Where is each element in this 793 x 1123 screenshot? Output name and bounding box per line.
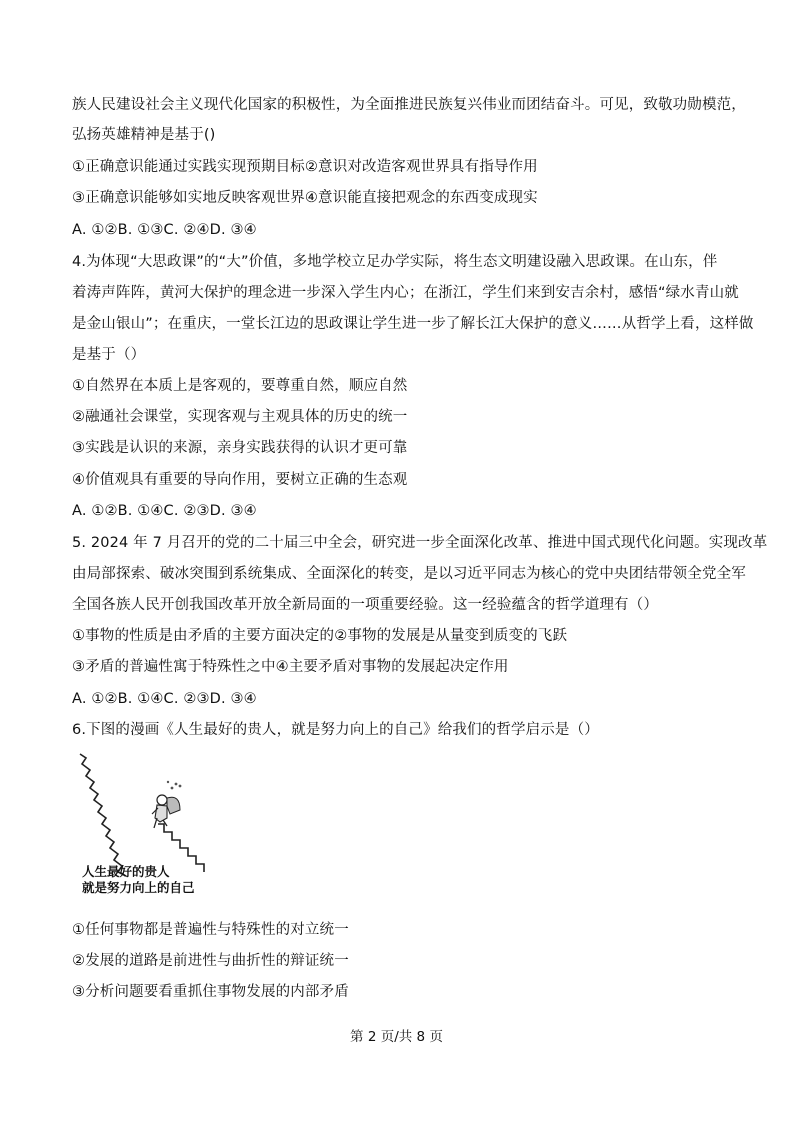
answer-options-q4: A. ①②B. ①④C. ②③D. ③④	[72, 503, 257, 519]
page-footer: 第 2 页/共 8 页	[350, 1029, 443, 1045]
text-line-1: 族人民建设社会主义现代化国家的积极性，为全面推进民族复兴伟业而团结奋斗。可见，致敬功勋模范，	[72, 97, 746, 113]
q6-option-2: ②发展的道路是前进性与曲折性的辩证统一	[72, 953, 349, 969]
comic-caption-line-2: 就是努力向上的自己	[82, 880, 195, 895]
q6-option-3: ③分析问题要看重抓住事物发展的内部矛盾	[72, 984, 349, 1000]
question-5-line-3: 全国各族人民开创我国改革开放全新局面的一项重要经验。这一经验蕴含的哲学道理有（）	[72, 597, 658, 613]
q6-option-1: ①任何事物都是普遍性与特殊性的对立统一	[72, 922, 349, 938]
question-4-line-2: 着涛声阵阵，黄河大保护的理念进一步深入学生内心；在浙江，学生们来到安吉余村，感悟“绿水青山就	[72, 285, 739, 301]
question-4-line-1: 4.为体现“大思政课”的“大”价值，多地学校立足办学实际，将生态文明建设融入思政课。在山东，伴	[72, 254, 718, 270]
q4-option-4: ④价值观具有重要的导向作用，要树立正确的生态观	[72, 472, 408, 488]
question-6-line-1: 6.下图的漫画《人生最好的贵人，就是努力向上的自己》给我们的哲学启示是（）	[72, 722, 599, 738]
q4-option-1: ①自然界在本质上是客观的，要尊重自然，顺应自然	[72, 378, 408, 394]
q4-option-2: ②融通社会课堂，实现客观与主观具体的历史的统一	[72, 409, 408, 425]
text-line-2: 弘扬英雄精神是基于()	[72, 127, 216, 143]
question-4-line-4: 是基于（）	[72, 347, 146, 363]
question-5-line-2: 由局部探索、破冰突围到系统集成、全面深化的转变，是以习近平同志为核心的党中央团结带领全党全军	[72, 566, 746, 582]
staircase-left-edge	[80, 754, 126, 876]
q5-options-3-4: ③矛盾的普遍性寓于特殊性之中④主要矛盾对事物的发展起决定作用	[72, 659, 509, 675]
answer-options-q3: A. ①②B. ①③C. ②④D. ③④	[72, 222, 257, 238]
text-line-4: ③正确意识能够如实地反映客观世界④意识能直接把观念的东西变成现实	[72, 190, 538, 206]
comic-caption-line-1: 人生最好的贵人	[82, 864, 170, 879]
answer-options-q5: A. ①②B. ①④C. ②③D. ③④	[72, 691, 257, 707]
text-line-3: ①正确意识能通过实践实现预期目标②意识对改造客观世界具有指导作用	[72, 159, 538, 175]
question-5-line-1: 5. 2024 年 7 月召开的党的二十届三中全会，研究进一步全面深化改革、推进中国式现代化问题。实现改革	[72, 535, 768, 551]
question-4-line-3: 是金山银山”；在重庆，一堂长江边的思政课让学生进一步了解长江大保护的意义……从哲学上看，这样做	[72, 316, 754, 332]
climber-figure	[152, 781, 181, 828]
q4-option-3: ③实践是认识的来源，亲身实践获得的认识才更可靠	[72, 440, 408, 456]
q5-options-1-2: ①事物的性质是由矛盾的主要方面决定的②事物的发展是从量变到质变的飞跃	[72, 628, 568, 644]
